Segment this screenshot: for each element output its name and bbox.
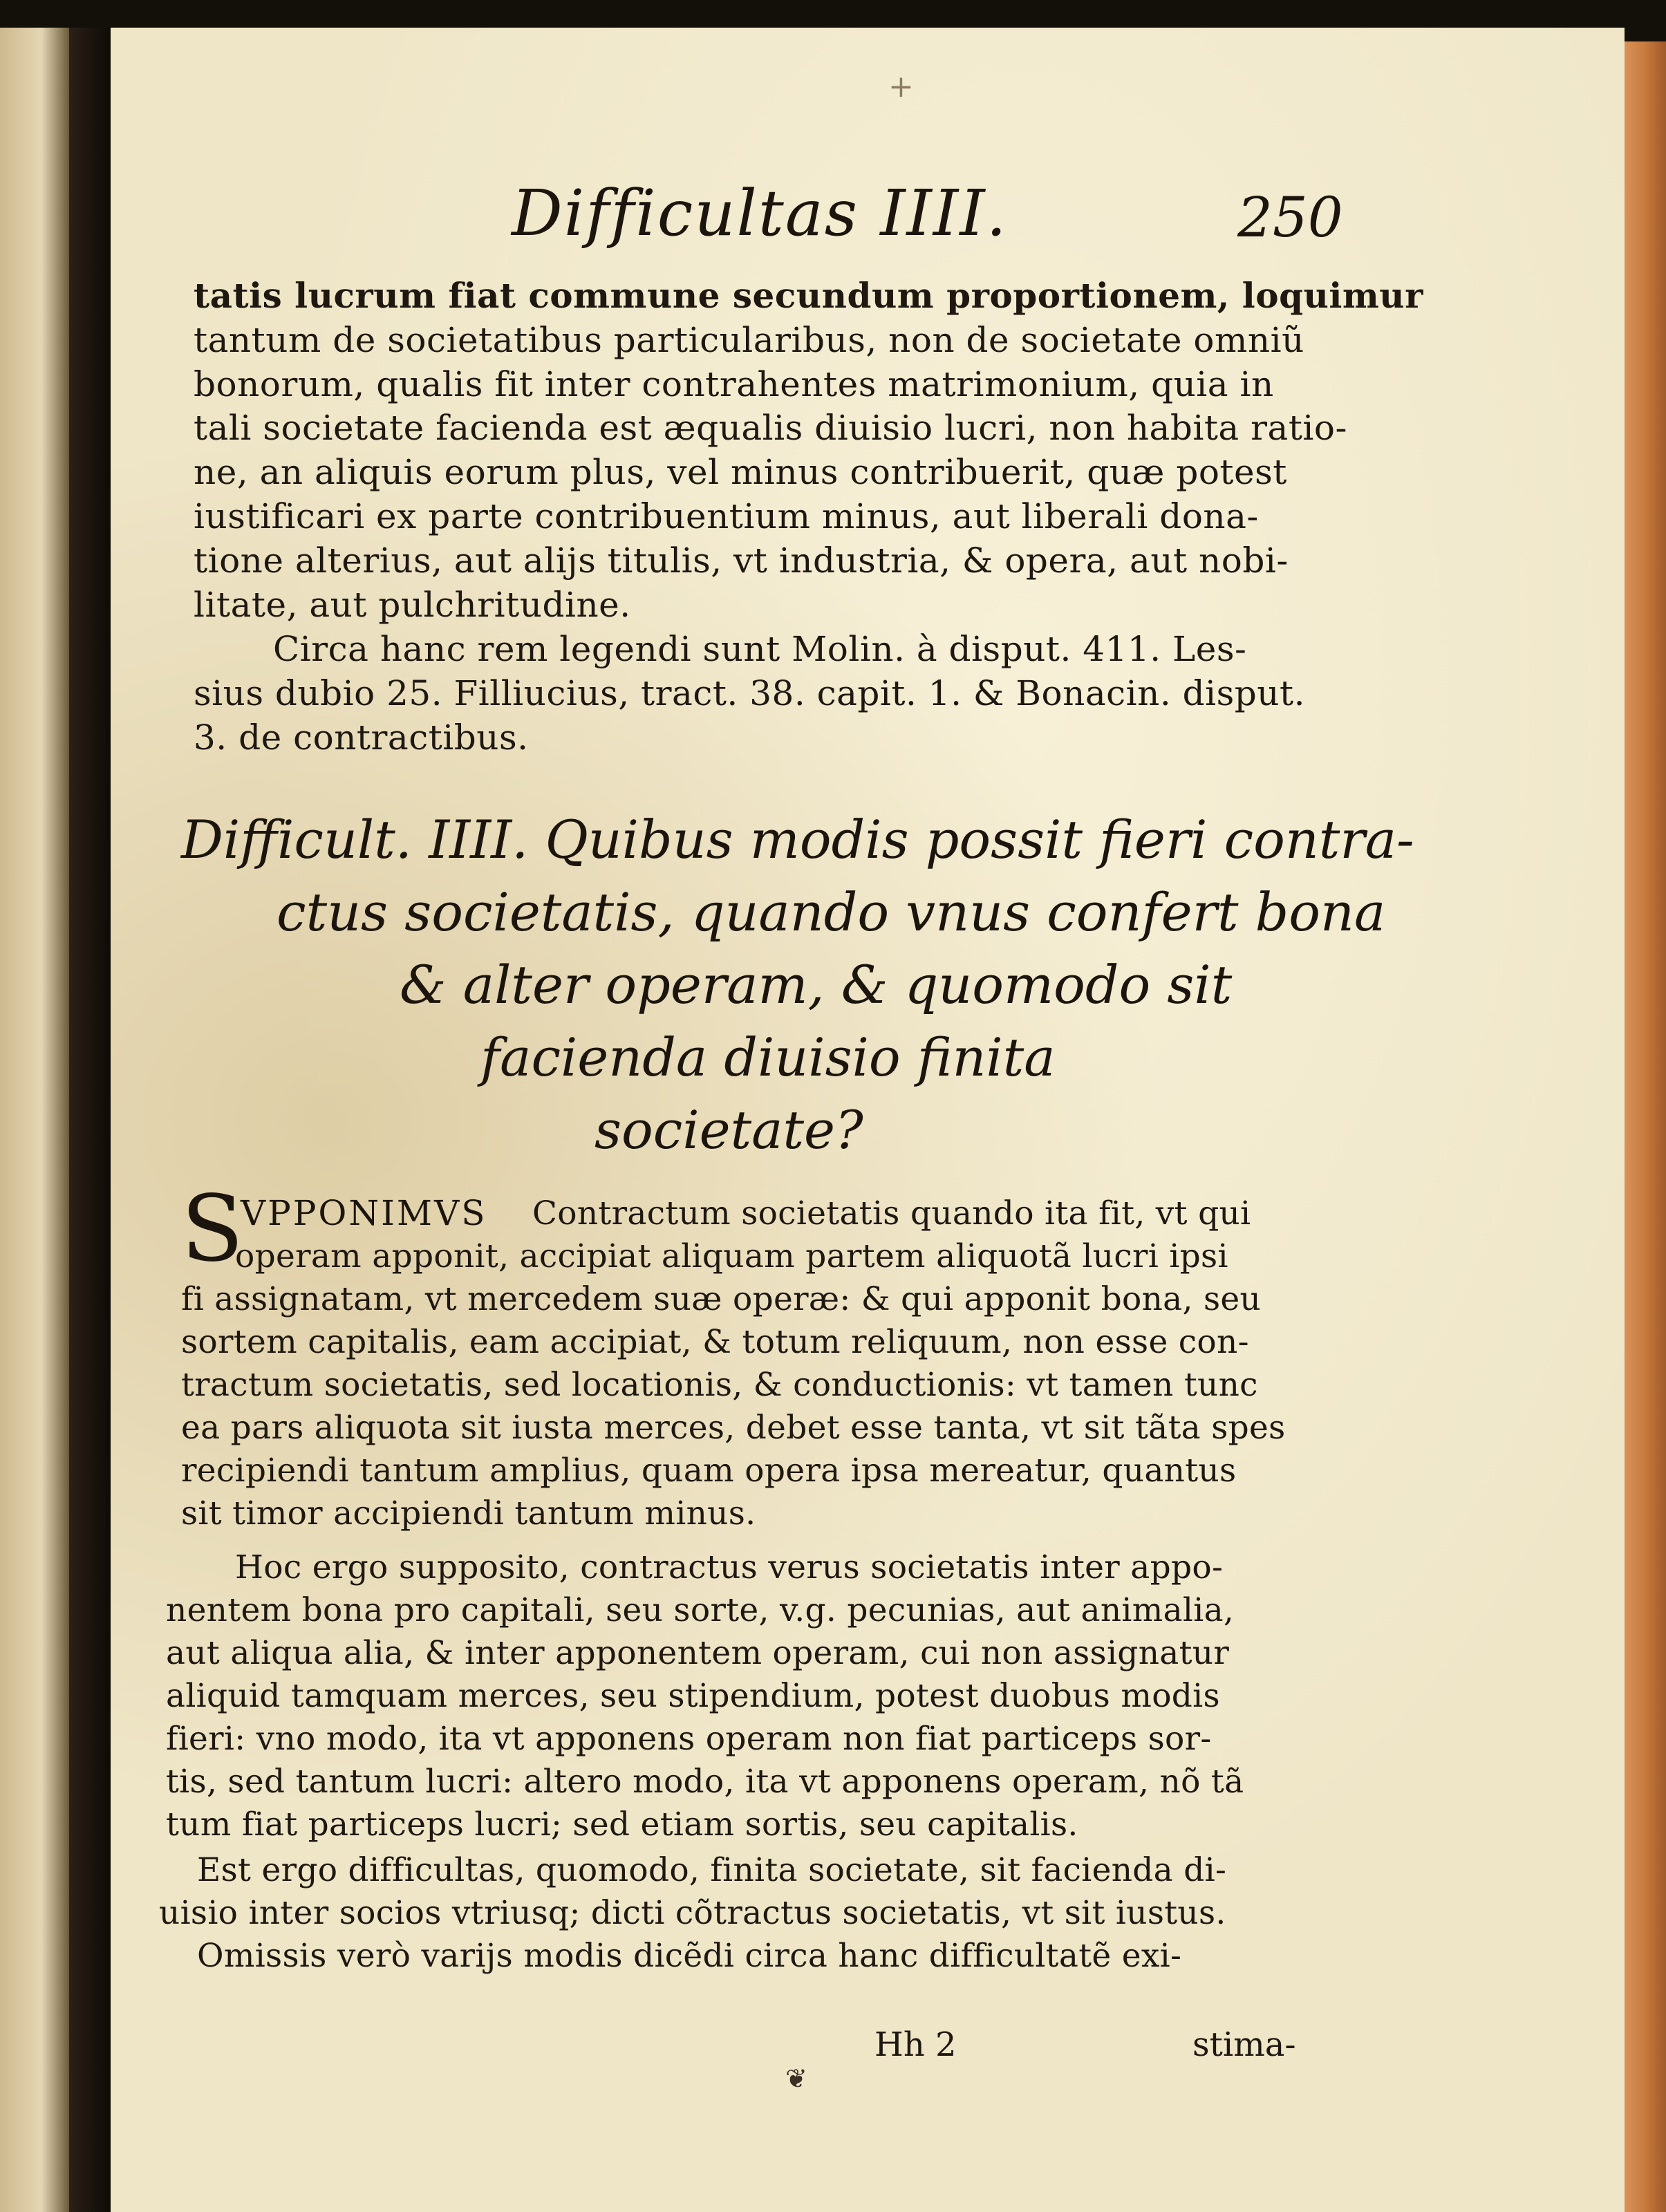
- page-number: 250: [1237, 185, 1343, 250]
- running-title: Difficultas IIII.: [512, 176, 1008, 250]
- section-heading-line: & alter operam, & quomodo sit: [400, 954, 1233, 1015]
- section-heading-line: facienda diuisio finita: [480, 1027, 1056, 1088]
- paragraph-1-line: litate, aut pulchritudine.: [194, 585, 631, 625]
- drop-cap: S: [181, 1176, 244, 1282]
- signature-mark: Hh 2: [874, 2025, 957, 2064]
- paragraph-3-line: fi assignatam, vt mercedem suæ operæ: & qui apponit bona, seu: [181, 1280, 1262, 1318]
- paragraph-1-line: iustificari ex parte contribuentium minus, aut liberali dona-: [194, 496, 1259, 536]
- paragraph-2-line: 3. de contractibus.: [194, 718, 529, 758]
- paragraph-4-line: aut aliqua alia, & inter apponentem operam, cui non assignatur: [166, 1634, 1230, 1672]
- paragraph-2-line: Circa hanc rem legendi sunt Molin. à disput. 411. Les-: [273, 629, 1247, 669]
- paragraph-1-line: tali societate facienda est æqualis diuisio lucri, non habita ratio-: [194, 408, 1347, 448]
- paragraph-3-line: ea pars aliquota sit iusta merces, debet esse tanta, vt sit tãta spes: [181, 1409, 1286, 1447]
- caps-run: VPPONIMVS: [241, 1193, 487, 1233]
- paragraph-5-line: Est ergo difficultas, quomodo, finita societate, sit facienda di-: [197, 1851, 1227, 1889]
- paragraph-4-line: fieri: vno modo, ita vt apponens operam non fiat particeps sor-: [166, 1720, 1212, 1758]
- paragraph-3-line: operam apponit, accipiat aliquam partem aliquotã lucri ipsi: [235, 1237, 1228, 1275]
- paragraph-5-line: Omissis verò varijs modis dicẽdi circa hanc difficultatẽ exi-: [197, 1937, 1182, 1975]
- paragraph-1-line: tione alterius, aut alijs titulis, vt industria, & opera, aut nobi-: [194, 541, 1289, 581]
- paragraph-4-line: aliquid tamquam merces, seu stipendium, potest duobus modis: [166, 1677, 1220, 1715]
- book-gutter: [69, 28, 111, 2212]
- paragraph-1-line: bonorum, qualis fit inter contrahentes matrimonium, quia in: [194, 364, 1274, 404]
- paragraph-1-line: tatis lucrum fiat commune secundum proportionem, loquimur: [194, 275, 1423, 316]
- section-heading-line: societate?: [595, 1099, 863, 1161]
- paragraph-2-line: sius dubio 25. Filliucius, tract. 38. capit. 1. & Bonacin. disput.: [194, 673, 1305, 713]
- page-fore-edge: [1625, 41, 1666, 2212]
- paragraph-1-line: ne, an aliquis eorum plus, vel minus contribuerit, quæ potest: [194, 452, 1287, 492]
- section-heading-line: ctus societatis, quando vnus confert bona: [277, 881, 1386, 943]
- paragraph-4-line: tum fiat particeps lucri; sed etiam sortis, seu capitalis.: [166, 1806, 1078, 1844]
- paragraph-4-line: tis, sed tantum lucri: altero modo, ita vt apponens operam, nõ tã: [166, 1763, 1244, 1801]
- previous-page-edge: [0, 28, 69, 2212]
- paragraph-3-line: recipiendi tantum amplius, quam opera ipsa mereatur, quantus: [181, 1452, 1237, 1490]
- paragraph-4-line: Hoc ergo supposito, contractus verus societatis inter appo-: [235, 1548, 1224, 1586]
- section-heading-line: Difficult. IIII. Quibus modis possit fieri contra-: [181, 809, 1414, 870]
- paragraph-5-line: uisio inter socios vtriusq; dicti cõtractus societatis, vt sit iustus.: [159, 1894, 1226, 1932]
- paragraph-3-line: tractum societatis, sed locationis, & conductionis: vt tamen tunc: [181, 1366, 1258, 1404]
- paragraph-3-first-line: Contractum societatis quando ita fit, vt qui: [532, 1194, 1251, 1232]
- paragraph-3-line: sortem capitalis, eam accipiat, & totum reliquum, non esse con-: [181, 1323, 1249, 1361]
- paragraph-4-line: nentem bona pro capitali, seu sorte, v.g. pecunias, aut animalia,: [166, 1591, 1235, 1629]
- ornament-icon: ❦: [785, 2063, 807, 2094]
- paragraph-3-line: sit timor accipiendi tantum minus.: [181, 1494, 756, 1533]
- catchword: stima-: [1192, 2025, 1296, 2064]
- paragraph-1-line: tantum de societatibus particularibus, non de societate omniũ: [194, 320, 1304, 360]
- top-mark: +: [888, 69, 914, 104]
